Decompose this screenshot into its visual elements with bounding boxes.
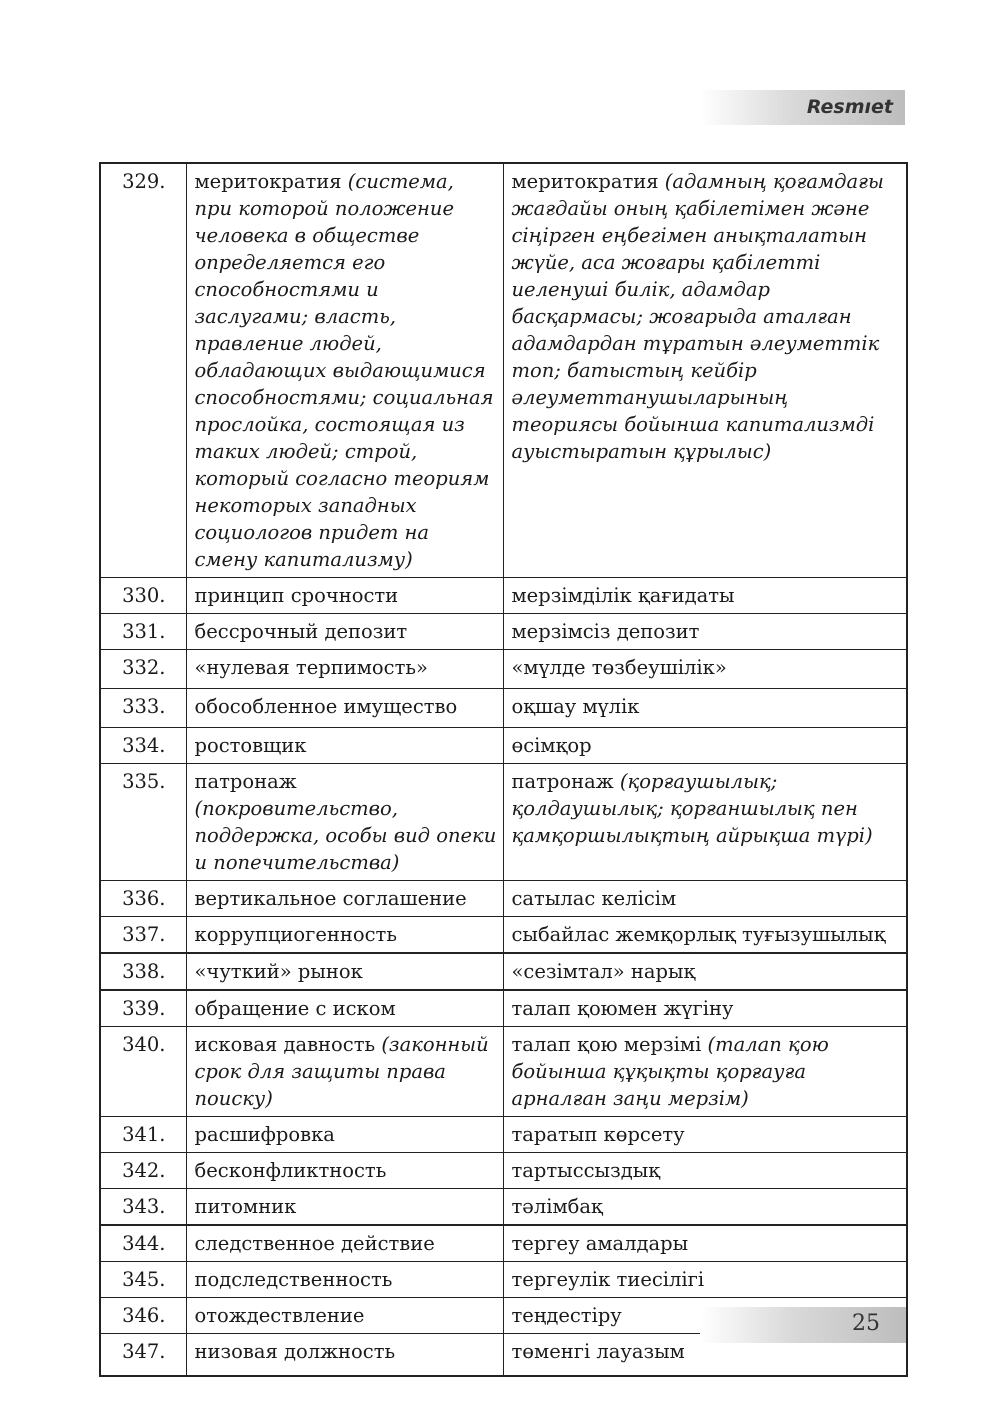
kazakh-term: патронаж (511, 770, 614, 793)
table-row (100, 1117, 907, 1153)
running-header-title: Resmıet (806, 96, 893, 118)
kazakh-term: мерзімділік қағидаты (511, 584, 735, 607)
russian-term: отождествление (194, 1304, 365, 1327)
russian-term-cell (186, 1334, 503, 1376)
kazakh-term: тергеулік тиесілігі (511, 1268, 705, 1291)
russian-term: вертикальное соглашение (194, 887, 467, 910)
russian-term-cell (186, 953, 503, 990)
page-number: 25 (852, 1311, 880, 1336)
russian-term-cell (186, 1153, 503, 1189)
russian-term: исковая давность (194, 1033, 376, 1056)
kazakh-term: «мүлде төзбеушілік» (511, 656, 727, 679)
table-row (100, 917, 907, 954)
russian-term: патронаж (194, 770, 297, 793)
kazakh-term: оқшау мүлік (511, 695, 640, 718)
russian-term-cell (186, 728, 503, 764)
kazakh-term: өсімқор (511, 734, 592, 757)
entry-number: 331. (100, 614, 186, 650)
russian-term: ростовщик (194, 734, 307, 757)
russian-term: обособленное имущество (194, 695, 458, 718)
header-band (700, 90, 905, 125)
russian-term: меритократия (194, 170, 342, 193)
table-row (100, 953, 907, 990)
table-row (100, 764, 907, 881)
kazakh-term: «сезімтал» нарық (511, 960, 696, 983)
kazakh-term: сыбайлас жемқорлық туғызушылық (511, 923, 886, 946)
table-row (100, 881, 907, 917)
kazakh-term: талап қою мерзімі (511, 1033, 702, 1056)
russian-term: обращение с иском (194, 997, 396, 1020)
entry-number: 336. (100, 881, 186, 917)
kazakh-term: меритократия (511, 170, 659, 193)
table-row (100, 163, 907, 578)
kazakh-term-cell (503, 990, 907, 1027)
entry-number: 342. (100, 1153, 186, 1189)
table-row (100, 1027, 907, 1117)
table-row (100, 650, 907, 689)
russian-term: питомник (194, 1195, 297, 1218)
kazakh-term: төменгі лауазым (511, 1340, 685, 1363)
entry-number: 337. (100, 917, 186, 954)
kazakh-term-cell (503, 764, 907, 881)
russian-term: подследственность (194, 1268, 393, 1291)
russian-term-cell (186, 1027, 503, 1117)
table-row (100, 1262, 907, 1298)
russian-term-cell (186, 1262, 503, 1298)
russian-term: бесконфликтность (194, 1159, 387, 1182)
entry-number: 334. (100, 728, 186, 764)
russian-term-cell (186, 917, 503, 954)
russian-term-cell (186, 1189, 503, 1226)
table-row (100, 614, 907, 650)
kazakh-term: тәлімбақ (511, 1195, 603, 1218)
russian-term-note: (покровительство, поддержка, особы вид опеки и попечительства) (194, 797, 497, 874)
kazakh-term-note: (адамның қоғамдағы жағдайы оның қабілетімен және сіңірген еңбегімен анықталатын жүйе, аса жоғары қабілетті иеленуші билік, адамдар басқармасы; жоғарыда аталған адамдардан тұратын әлеуметтік топ; батыстың кейбір әлеуметтанушыларының теориясы бойынша капитализмді ауыстыратын құрылыс) (511, 170, 884, 463)
kazakh-term-cell (503, 1117, 907, 1153)
russian-term-cell (186, 990, 503, 1027)
entry-number: 344. (100, 1225, 186, 1262)
kazakh-term-cell (503, 614, 907, 650)
russian-term: принцип срочности (194, 584, 399, 607)
kazakh-term-cell (503, 728, 907, 764)
russian-term-cell (186, 163, 503, 578)
kazakh-term-note: (қорғаушылық; қолдаушылық; қорғаншылық пен қамқоршылықтың айрықша түрі) (511, 770, 873, 847)
kazakh-term-cell (503, 650, 907, 689)
kazakh-term: талап қоюмен жүгіну (511, 997, 734, 1020)
entry-number: 333. (100, 689, 186, 728)
russian-term: коррупциогенность (194, 923, 397, 946)
entry-number: 339. (100, 990, 186, 1027)
entry-number: 341. (100, 1117, 186, 1153)
russian-term-note: (система, при которой положение человека в обществе определяется его способностями и заслугами; власть, правление людей, обладающих выдающимися способностями; социальная прослойка, состоящая из таких людей; строй, который согласно теориям некоторых западных социологов придет на смену капитализму) (194, 170, 494, 571)
russian-term: «чуткий» рынок (194, 960, 363, 983)
kazakh-term: сатылас келісім (511, 887, 677, 910)
russian-term-cell (186, 1117, 503, 1153)
russian-term: низовая должность (194, 1340, 396, 1363)
table-row (100, 578, 907, 614)
kazakh-term: таратып көрсету (511, 1123, 685, 1146)
kazakh-term-cell (503, 1189, 907, 1226)
kazakh-term-cell (503, 881, 907, 917)
russian-term-cell (186, 650, 503, 689)
kazakh-term-cell (503, 578, 907, 614)
kazakh-term-cell (503, 917, 907, 954)
russian-term-note: (законный срок для защиты права поиску) (194, 1033, 489, 1110)
entry-number: 329. (100, 163, 186, 578)
entry-number: 332. (100, 650, 186, 689)
glossary-table (99, 162, 908, 1377)
kazakh-term: теңдестіру (511, 1304, 622, 1327)
kazakh-term: мерзімсіз депозит (511, 620, 700, 643)
table-row (100, 990, 907, 1027)
kazakh-term-cell (503, 163, 907, 578)
kazakh-term: тергеу амалдары (511, 1232, 689, 1255)
entry-number: 330. (100, 578, 186, 614)
russian-term-cell (186, 578, 503, 614)
entry-number: 338. (100, 953, 186, 990)
russian-term-cell (186, 1225, 503, 1262)
table-row (100, 1189, 907, 1226)
entry-number: 345. (100, 1262, 186, 1298)
kazakh-term-cell (503, 1153, 907, 1189)
kazakh-term-cell (503, 1262, 907, 1298)
entry-number: 346. (100, 1298, 186, 1334)
kazakh-term-note: (талап қою бойынша құқықты қорғауға арналған заңи мерзім) (511, 1033, 829, 1110)
russian-term: следственное действие (194, 1232, 435, 1255)
kazakh-term-cell (503, 1027, 907, 1117)
table-row (100, 1153, 907, 1189)
footer-band (700, 1307, 906, 1343)
kazakh-term-cell (503, 953, 907, 990)
russian-term-cell (186, 764, 503, 881)
russian-term: бессрочный депозит (194, 620, 408, 643)
russian-term-cell (186, 614, 503, 650)
russian-term-cell (186, 1298, 503, 1334)
russian-term: расшифровка (194, 1123, 335, 1146)
entry-number: 343. (100, 1189, 186, 1226)
kazakh-term: тартыссыздық (511, 1159, 661, 1182)
glossary-body (100, 163, 907, 1376)
entry-number: 340. (100, 1027, 186, 1117)
russian-term: «нулевая терпимость» (194, 656, 428, 679)
kazakh-term-cell (503, 689, 907, 728)
table-row (100, 1225, 907, 1262)
russian-term-cell (186, 881, 503, 917)
table-row (100, 689, 907, 728)
entry-number: 347. (100, 1334, 186, 1376)
russian-term-cell (186, 689, 503, 728)
entry-number: 335. (100, 764, 186, 881)
table-row (100, 728, 907, 764)
kazakh-term-cell (503, 1225, 907, 1262)
